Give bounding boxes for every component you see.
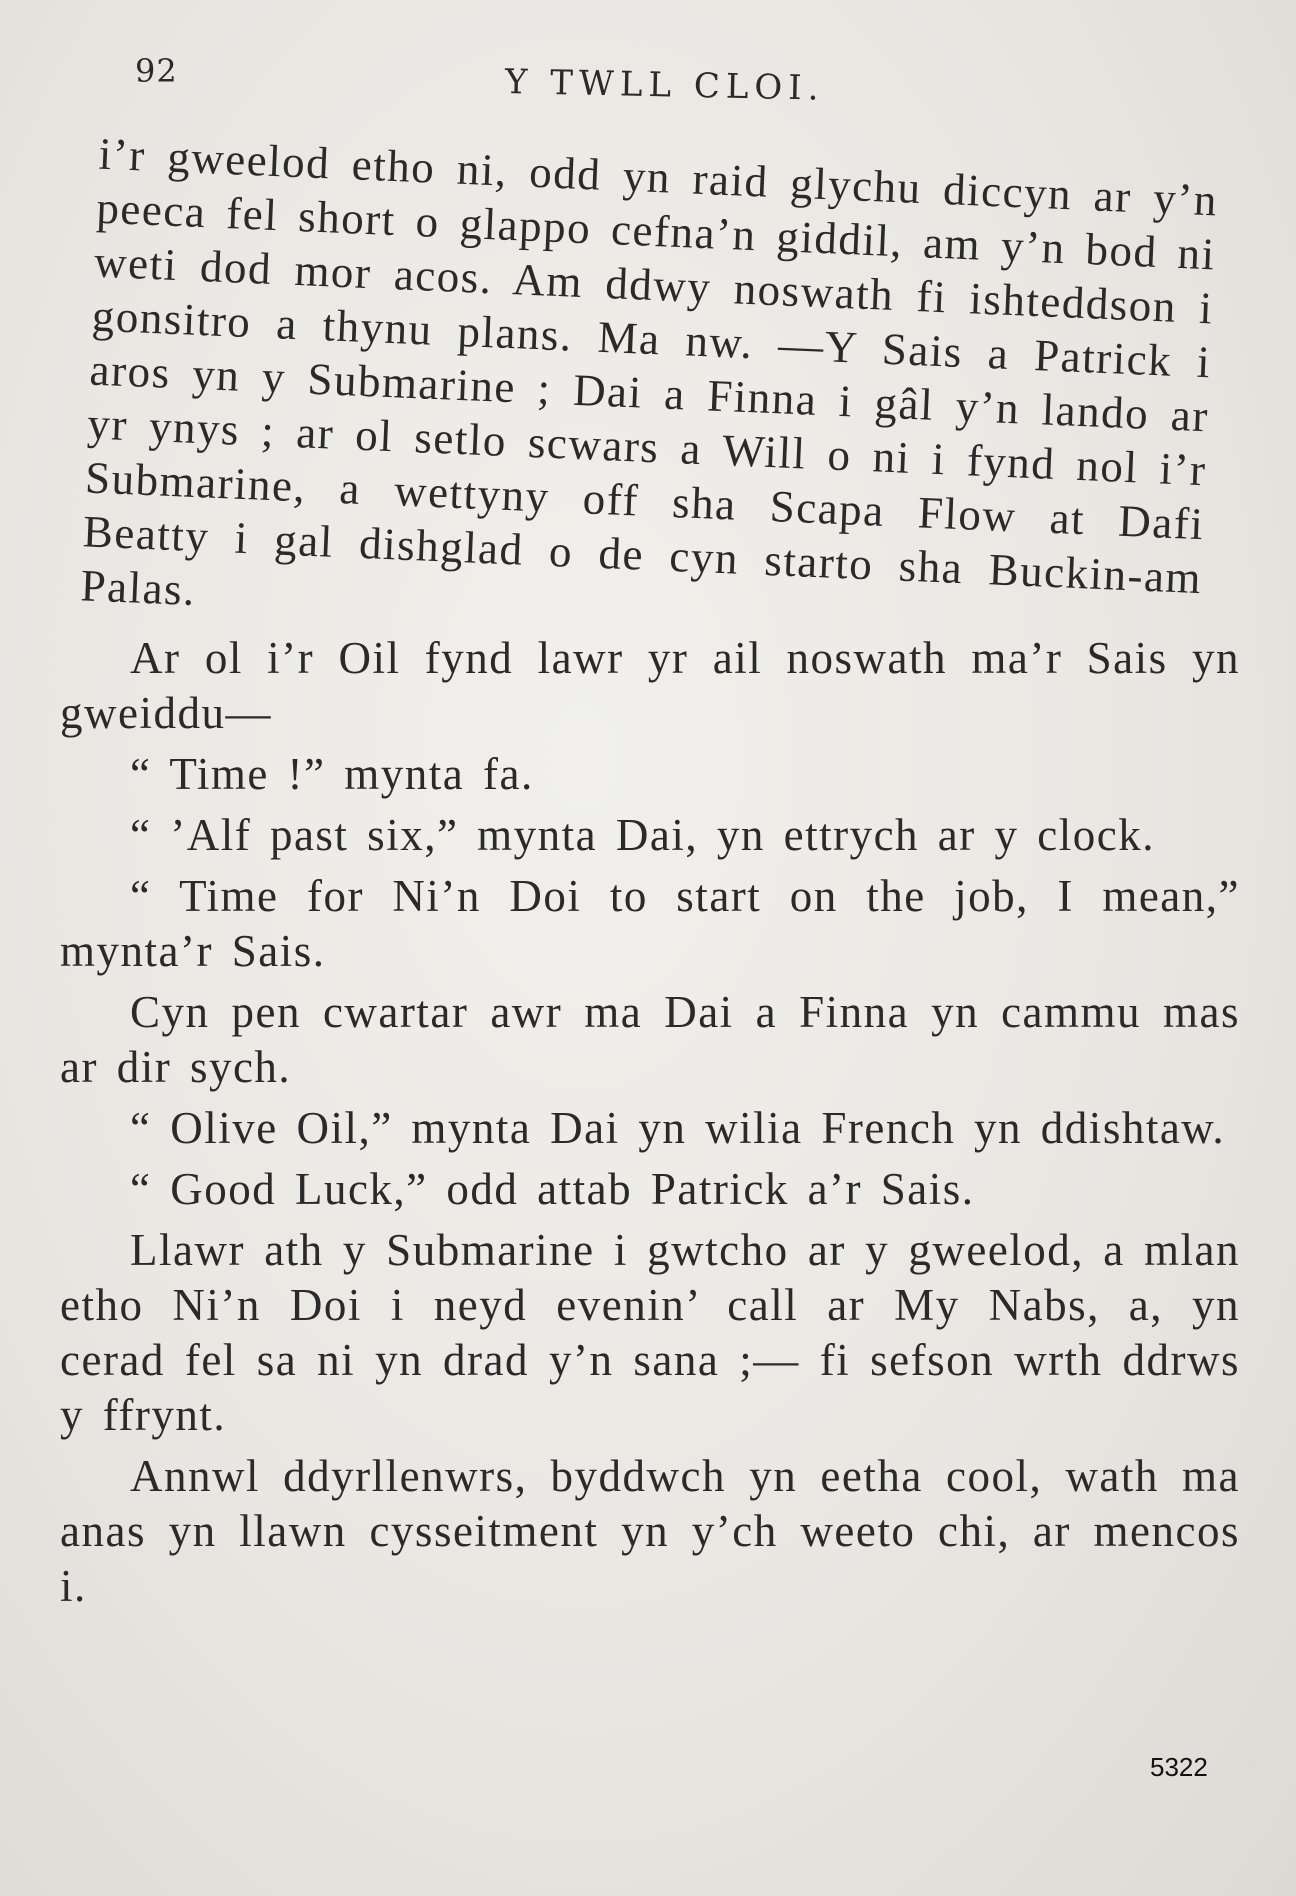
paragraph-2: Ar ol i’r Oil fynd lawr yr ail noswath ma’r Sais yn gweiddu— bbox=[60, 633, 1240, 738]
paragraph-9: Llawr ath y Submarine i gwtcho ar y gweelod, a mlan etho Ni’n Doi i neyd evenin’ call ar My Nabs, a, yn cerad fel sa ni yn drad y’n sana ;— fi sefson wrth ddrws y ffrynt. bbox=[60, 1225, 1240, 1440]
scan-id-stamp: 5322 bbox=[1150, 1752, 1208, 1782]
paragraph-8: “ Good Luck,” odd attab Patrick a’r Sais. bbox=[130, 1164, 975, 1214]
paragraph-1: i’r gweelod etho ni, odd yn raid glychu diccyn ar y’n peeca fel short o glappo cefna’n giddil, am y’n bod ni weti dod mor acos. Am ddwy noswath fi ishteddson i gonsitro a thynu plans. Ma nw. —Y Sais a Patrick i aros yn y Submarine ; Dai a Finna i gâl y’n lando ar yr ynys ; ar ol setlo scwars a Will o ni i fynd nol i’r Submarine, a wettyny off sha Scapa Flow at Dafi Beatty i gal dishglad o de cyn starto sha Buckin-am Palas. bbox=[79, 128, 1219, 616]
paragraph-5: “ Time for Ni’n Doi to start on the job, I mean,” mynta’r Sais. bbox=[60, 871, 1240, 976]
paragraph-4: “ ’Alf past six,” mynta Dai, yn ettrych ar y clock. bbox=[130, 810, 1155, 860]
paragraph-3: “ Time !” mynta fa. bbox=[130, 749, 534, 799]
paragraph-7: “ Olive Oil,” mynta Dai yn wilia French yn ddishtaw. bbox=[130, 1103, 1226, 1153]
running-title: Y TWLL CLOI. bbox=[504, 62, 825, 109]
paragraph-10: Annwl ddyrllenwrs, byddwch yn eetha cool, wath ma anas yn llawn cysseitment yn y’ch weeto chi, ar mencos i. bbox=[60, 1451, 1240, 1611]
page-number: 92 bbox=[135, 52, 178, 90]
page-header bbox=[0, 52, 1296, 112]
paragraph-6: Cyn pen cwartar awr ma Dai a Finna yn cammu mas ar dir sych. bbox=[60, 987, 1240, 1092]
body-text bbox=[60, 125, 1240, 1620]
